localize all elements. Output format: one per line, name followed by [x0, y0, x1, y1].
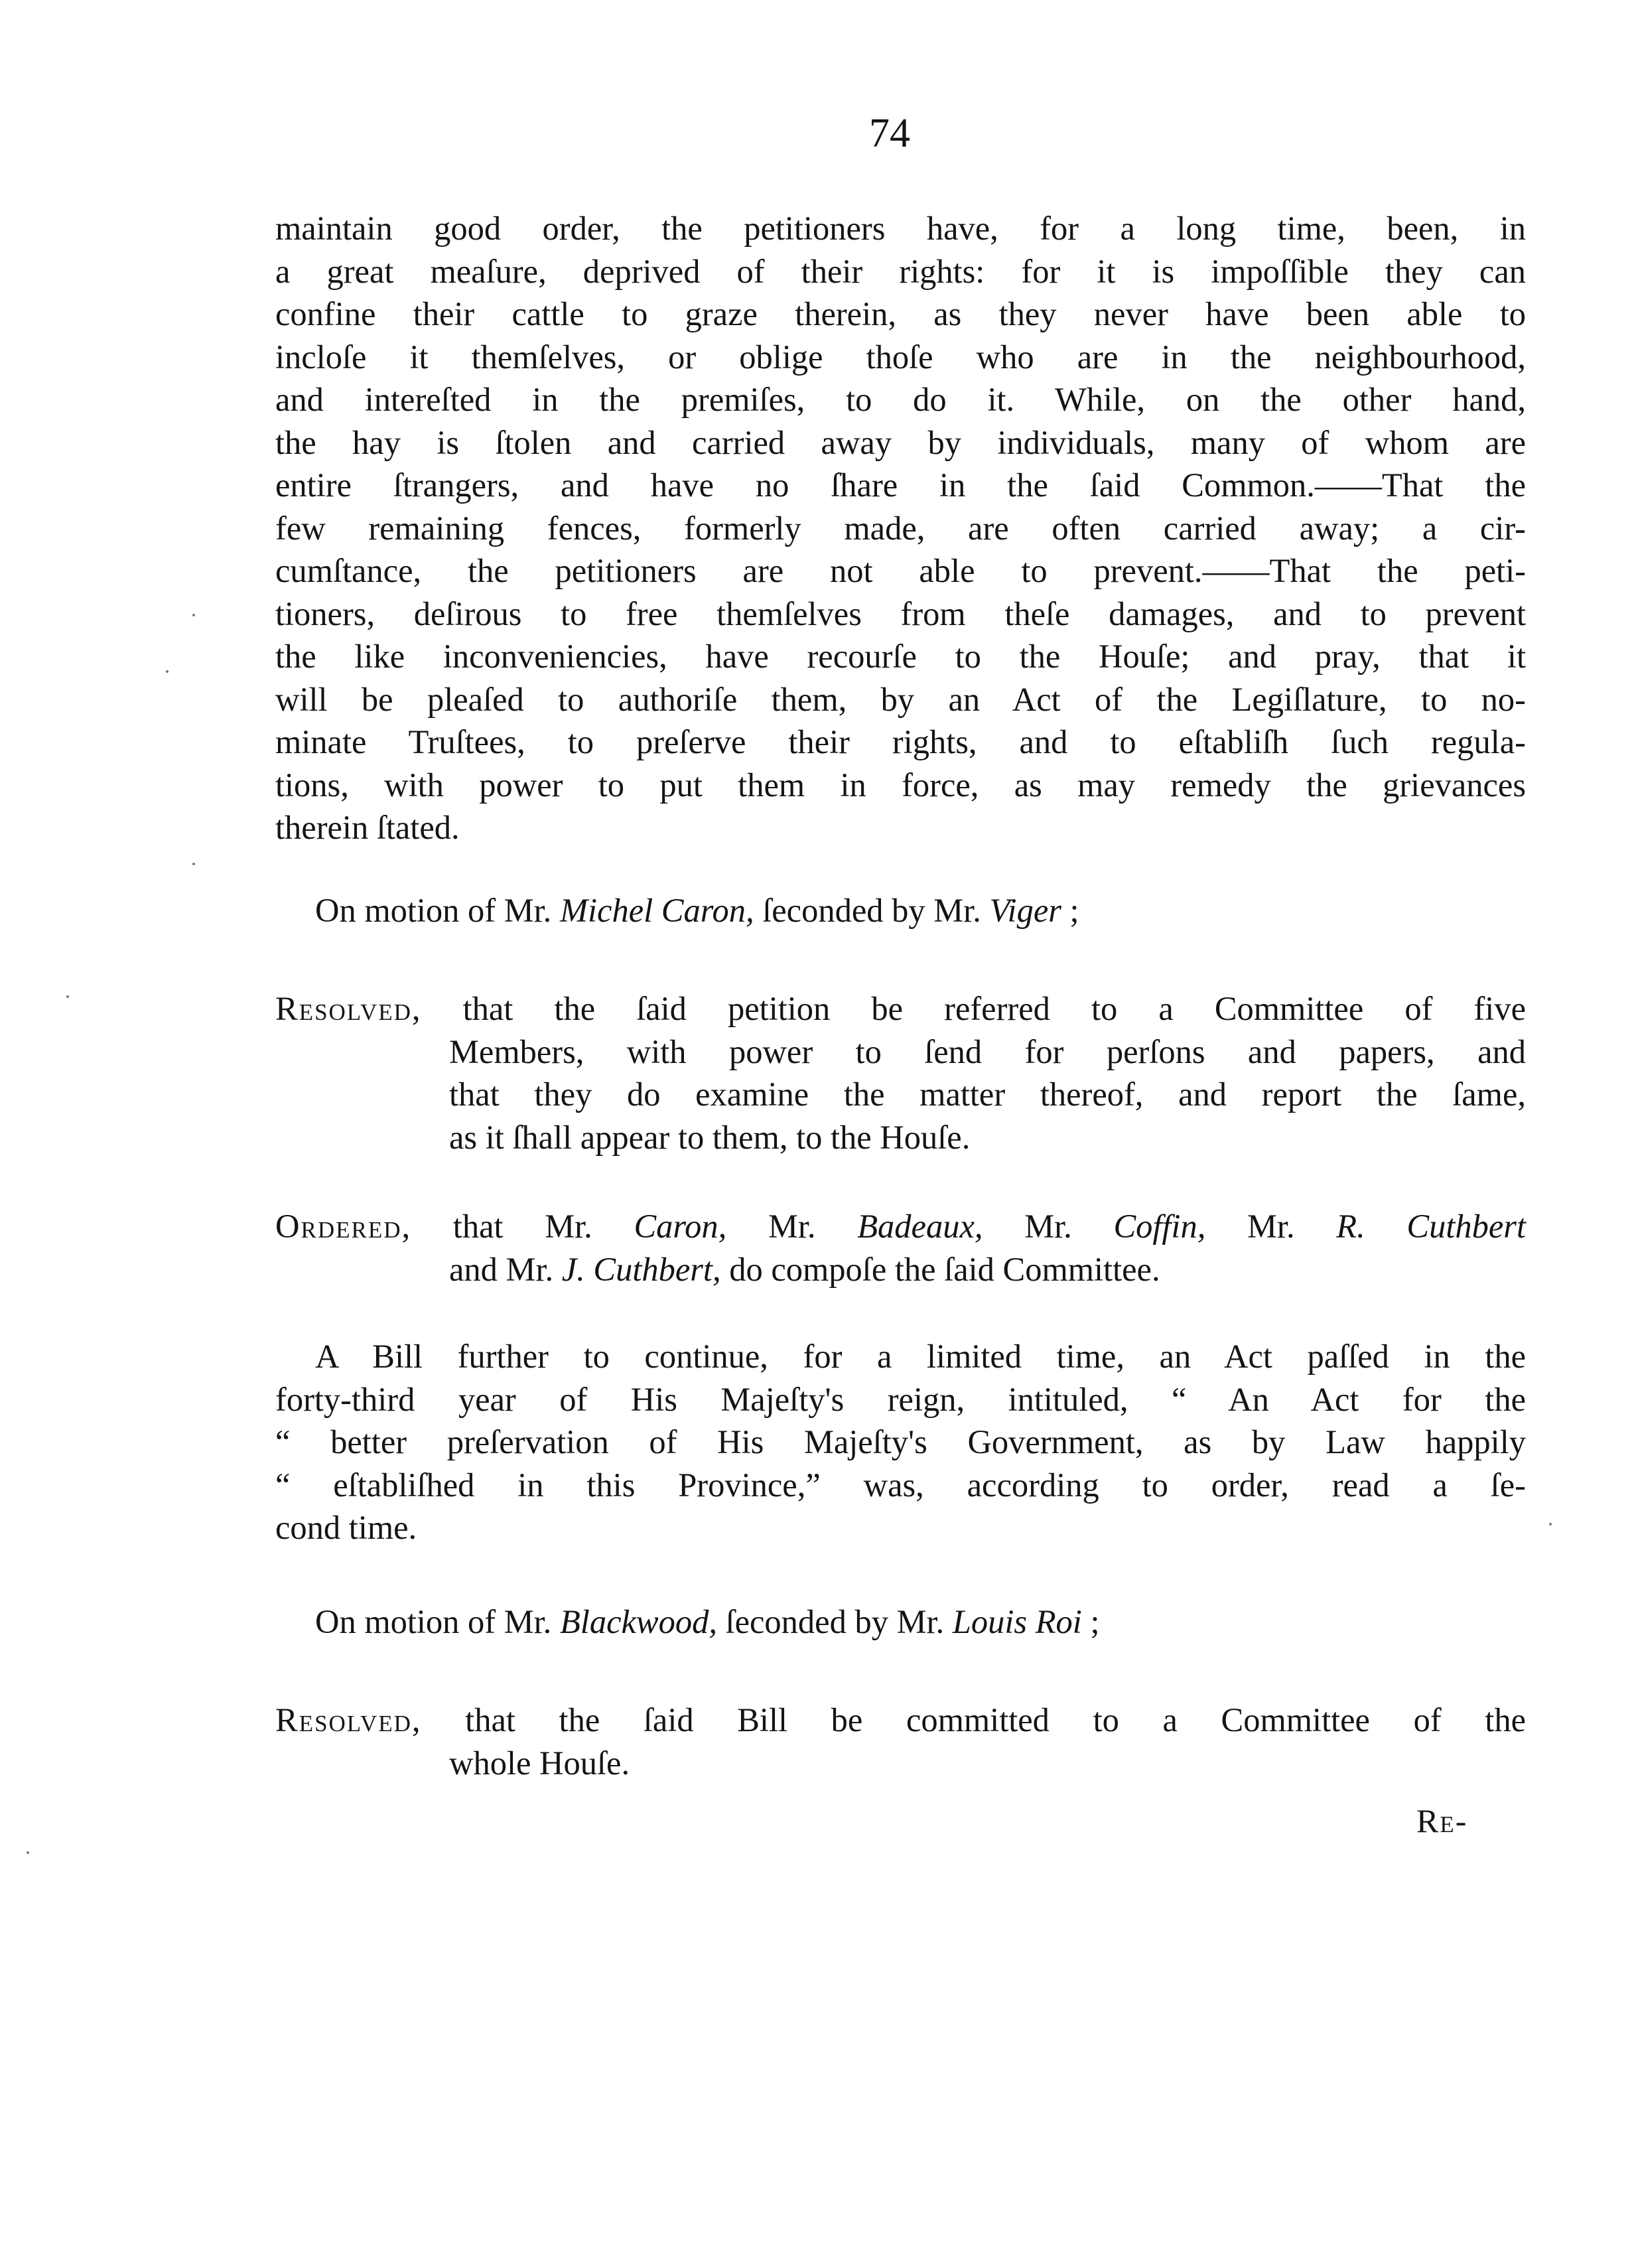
- text-line: Members, with power to ſend for perſons and papers, and: [449, 1032, 1526, 1070]
- member-name: J. Cuthbert,: [561, 1250, 721, 1288]
- scan-speck: [27, 1851, 29, 1854]
- catchword: Re-: [1416, 1802, 1468, 1839]
- member-name: Coffin,: [1113, 1208, 1206, 1245]
- text-line: A Bill further to continue, for a limited time, an Act paſſed in the: [315, 1338, 1526, 1375]
- text-line: maintain good order, the petitioners have, for a long time, been, in: [275, 210, 1526, 247]
- resolved-heading: Resolved,: [275, 990, 422, 1027]
- text-line: confine their cattle to graze therein, as they never have been able to: [275, 295, 1526, 332]
- motion-lead: On motion of Mr.: [315, 1603, 560, 1640]
- text-line: cond time.: [275, 1509, 417, 1546]
- text-line: the hay is ſtolen and carried away by individuals, many of whom are: [275, 423, 1526, 461]
- resolved-heading: Resolved,: [275, 1701, 422, 1738]
- member-name: R. Cuthbert: [1336, 1208, 1526, 1245]
- resolved-text: that the ſaid petition be referred to a Committee of five: [421, 990, 1526, 1027]
- text-line: will be pleaſed to authoriſe them, by an Act of the Legiſlature, to no-: [275, 680, 1526, 718]
- text-line: forty-third year of His Majeſty's reign, intituled, “ An Act for the: [275, 1380, 1526, 1418]
- member-name: Caron,: [634, 1208, 727, 1245]
- mover-name: Blackwood,: [559, 1603, 717, 1640]
- text-line: “ eſtabliſhed in this Province,” was, according to order, read a ſe-: [275, 1466, 1526, 1504]
- scan-speck: [166, 670, 169, 673]
- text-line: a great meaſure, deprived of their rights: for it is impoſſible they can: [275, 252, 1526, 290]
- motion-mid: ſeconded by Mr.: [754, 892, 990, 929]
- seconder-name: Viger: [989, 892, 1061, 929]
- text-line: and intereſted in the premiſes, to do it. While, on the other hand,: [275, 381, 1526, 418]
- motion-caron: [275, 889, 1526, 932]
- scan-speck: [192, 863, 195, 865]
- text-line: the like inconveniencies, have recourſe to the Houſe; and pray, that it: [275, 638, 1526, 675]
- text-line: tions, with power to put them in force, as may remedy the grievances: [275, 766, 1526, 804]
- text-line: incloſe it themſelves, or oblige thoſe who are in the neighbourhood,: [275, 338, 1526, 376]
- motion-end: ;: [1061, 892, 1079, 929]
- resolved-text: that the ſaid Bill be committed to a Committee of the: [421, 1701, 1526, 1738]
- motion-lead: On motion of Mr.: [315, 892, 560, 929]
- scan-speck: [66, 995, 69, 998]
- ordered-text: do compoſe the ſaid Committee.: [720, 1250, 1160, 1288]
- ordered-text: Mr.: [1205, 1208, 1337, 1245]
- scan-speck: [192, 614, 195, 616]
- member-name: Badeaux,: [857, 1208, 983, 1245]
- text-line: tioners, deſirous to free themſelves from theſe damages, and to prevent: [275, 595, 1526, 632]
- motion-end: ;: [1081, 1603, 1100, 1640]
- text-line: cumſtance, the petitioners are not able to prevent.——That the peti-: [275, 552, 1526, 589]
- scan-speck: [1549, 1523, 1552, 1525]
- ordered-text: Mr.: [983, 1208, 1114, 1245]
- text-line: minate Truſtees, to preſerve their rights, and to eſtabliſh ſuch regula-: [275, 723, 1526, 760]
- text-line: whole Houſe.: [449, 1744, 630, 1782]
- bill-second-reading: [275, 1335, 1526, 1549]
- text-line: that they do examine the matter thereof, and report the ſame,: [449, 1076, 1526, 1113]
- petition-paragraph: [275, 207, 1526, 849]
- text-line: few remaining fences, formerly made, are often carried away; a cir-: [275, 509, 1526, 547]
- ordered-text: and Mr.: [449, 1250, 562, 1288]
- text-line: as it ſhall appear to them, to the Houſe.: [449, 1118, 971, 1156]
- ordered-text: that Mr.: [411, 1208, 634, 1245]
- motion-mid: ſeconded by Mr.: [716, 1603, 953, 1640]
- motion-blackwood: [275, 1600, 1526, 1644]
- ordered-heading: Ordered,: [275, 1208, 412, 1245]
- page-number: 74: [869, 111, 910, 156]
- text-line: therein ſtated.: [275, 809, 460, 846]
- text-line: entire ſtrangers, and have no ſhare in the ſaid Common.——That the: [275, 466, 1526, 504]
- ordered-committee-members: [275, 1205, 1526, 1291]
- resolved-petition-committee: [275, 987, 1526, 1159]
- seconder-name: Louis Roi: [952, 1603, 1082, 1640]
- text-line: “ better preſervation of His Majeſty's Government, as by Law happily: [275, 1423, 1526, 1460]
- ordered-text: Mr.: [726, 1208, 858, 1245]
- resolved-bill-committee: [275, 1699, 1526, 1784]
- mover-name: Michel Caron,: [559, 892, 754, 929]
